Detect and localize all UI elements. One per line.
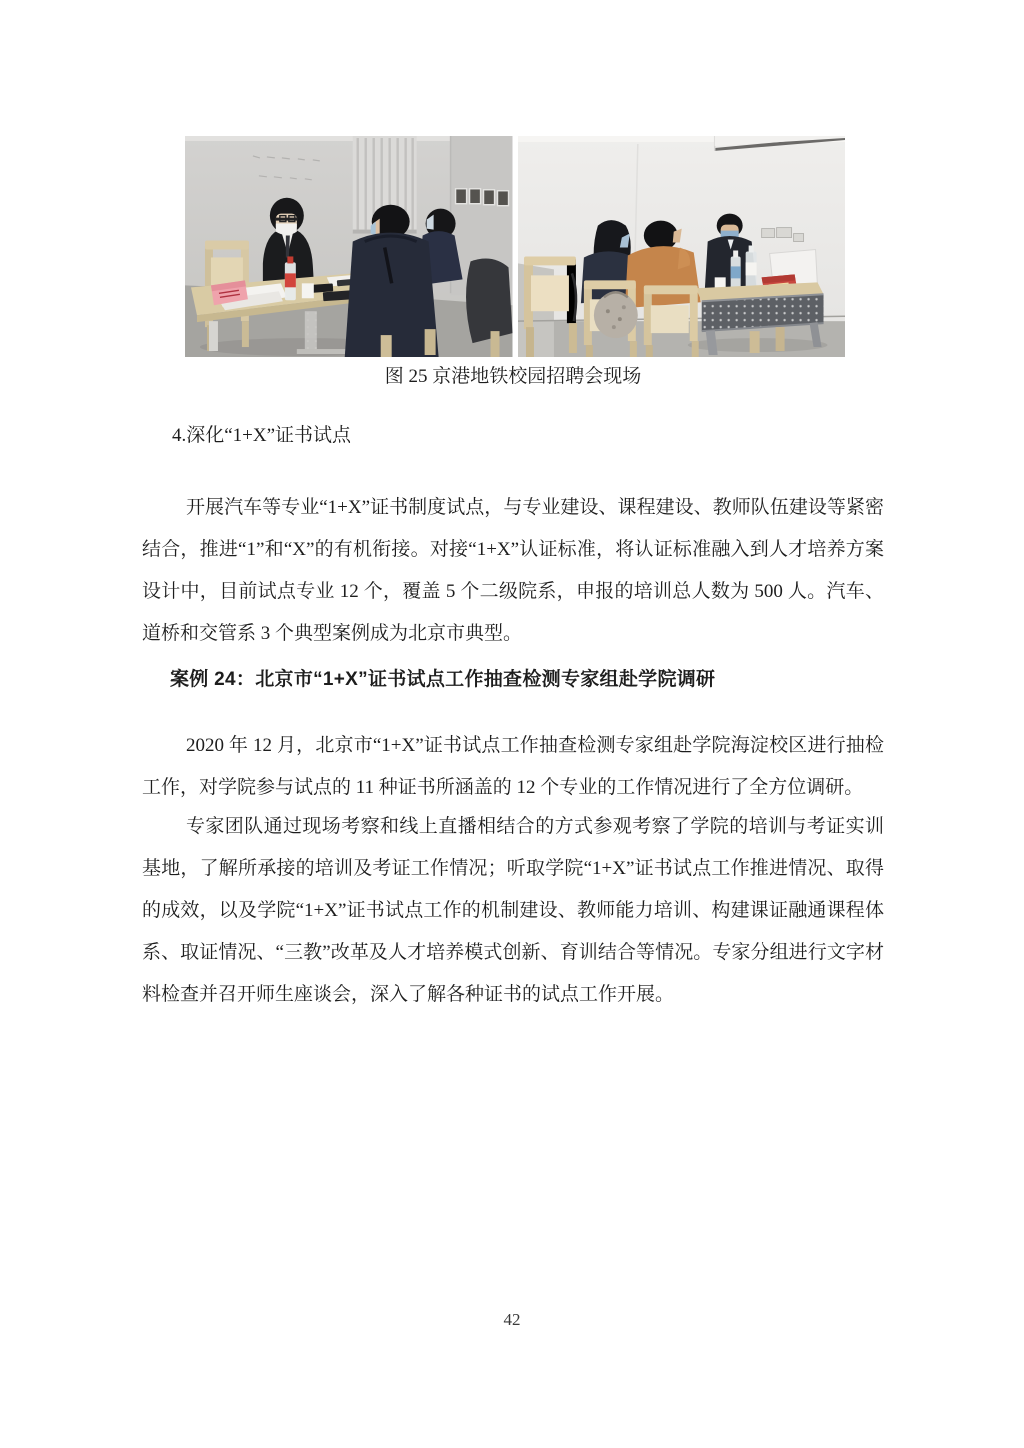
paragraph-case-detail: 专家团队通过现场考察和线上直播相结合的方式参观考察了学院的培训与考证实训基地，了解所承接的培训及考证工作情况；听取学院“1+X”证书试点工作推进情况、取得的成效，以及学院“1+X”证书试点工作的机制建设、教师能力培训、构建课证融通课程体系、取证情况、“三教”改革及人才培养模式创新、育训结合等情况。专家分组进行文字材料检查并召开师生座谈会，深入了解各种证书的试点工作开展。 [142, 816, 884, 1005]
case-heading: 案例 24：北京市“1+X”证书试点工作抽查检测专家组赴学院调研 [170, 669, 716, 690]
figure-caption: 图 25 京港地铁校园招聘会现场 [384, 366, 642, 387]
paragraph-case-intro: 2020 年 12 月，北京市“1+X”证书试点工作抽查检测专家组赴学院海淀校区进行抽检工作，对学院参与试点的 11 种证书所涵盖的 12 个专业的工作情况进行了全方位调研。 [142, 735, 884, 798]
figure-photos [185, 136, 845, 357]
section-heading: 4.深化“1+X”证书试点 [172, 425, 352, 446]
water-bottle [285, 256, 296, 300]
photo-job-fair-interview-left [185, 136, 513, 357]
photo-job-fair-interview-right [518, 136, 846, 357]
page-number: 42 [503, 1310, 521, 1329]
handbag [593, 292, 637, 338]
paper-cup [302, 283, 314, 298]
paragraph-overview: 开展汽车等专业“1+X”证书制度试点，与专业建设、课程建设、教师队伍建设等紧密结合，推进“1”和“X”的有机衔接。对接“1+X”认证标准，将认证标准融入到人才培养方案设计中，目前试点专业 12 个，覆盖 5 个二级院系，申报的培训总人数为 500 人。汽车、道桥和交管系 3 个典型案例成为北京市典型。 [142, 497, 884, 644]
